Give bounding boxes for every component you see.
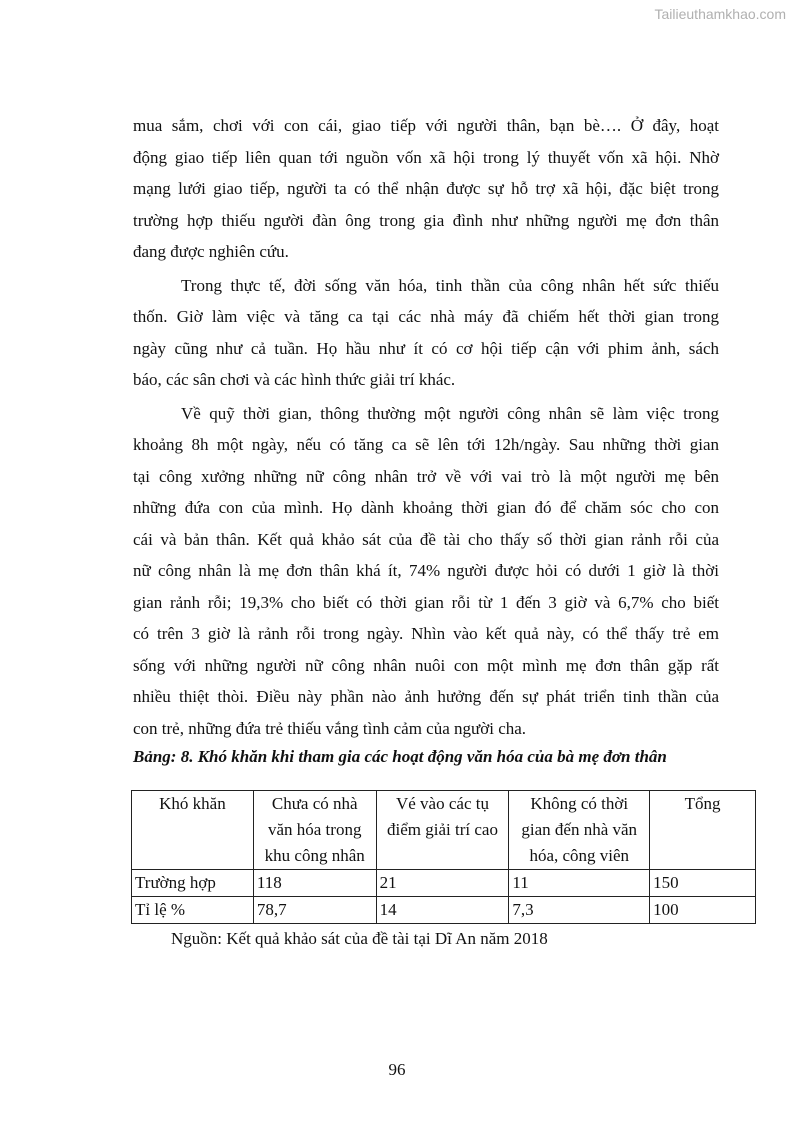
- table-header-row: [132, 791, 756, 870]
- header-line: hóa, công viên: [529, 846, 630, 865]
- text-line: sống với những người nữ công nhân nuôi con một mình mẹ đơn thân gặp rất: [133, 655, 719, 675]
- text-line: thốn. Giờ làm việc và tăng ca tại các nhà máy đã chiếm hết thời gian trong: [133, 307, 719, 326]
- table-cell: 150: [650, 870, 756, 897]
- table-header-cell: [253, 791, 376, 870]
- table-cell: Tỉ lệ %: [132, 897, 254, 924]
- text-line: mạng lưới giao tiếp, người ta có thể nhận được sự hỗ trợ xã hội, đặc biệt trong: [133, 179, 719, 198]
- page-number: 96: [388, 1060, 406, 1079]
- header-line: Chưa có nhà: [271, 794, 358, 813]
- table-cell: 100: [650, 897, 756, 924]
- paragraph-2: [133, 270, 719, 396]
- paragraph-1: [133, 110, 719, 268]
- table-row: [132, 870, 756, 897]
- text-line: có trên 3 giờ là rảnh rỗi trong ngày. Nhìn vào kết quả này, có thể thấy trẻ em: [133, 624, 719, 643]
- table-cell: 14: [376, 897, 509, 924]
- text-line: Trong thực tế, đời sống văn hóa, tinh thần của công nhân hết sức thiếu: [181, 275, 719, 295]
- text-line: cái và bản thân. Kết quả khảo sát của đề tài cho thấy số thời gian rảnh rỗi của: [133, 529, 719, 549]
- text-line: tại công xưởng những nữ công nhân trở về với vai trò là một người mẹ bên: [133, 466, 719, 486]
- header-line: gian đến nhà văn: [521, 820, 638, 839]
- table-cell: 11: [509, 870, 650, 897]
- table-cell: 78,7: [253, 897, 376, 924]
- text-line: Về quỹ thời gian, thông thường một người công nhân sẽ làm việc trong: [181, 403, 719, 423]
- source-note: Nguồn: Kết quả khảo sát của đề tài tại Dĩ An năm 2018: [171, 929, 548, 948]
- paragraph-3: [133, 398, 719, 745]
- header-line: điểm giải trí cao: [387, 820, 498, 839]
- table-header-cell: [132, 791, 254, 870]
- table-cell: 7,3: [509, 897, 650, 924]
- table-header-cell: [650, 791, 756, 870]
- text-line: gian rảnh rỗi; 19,3% cho biết có thời gian rỗi từ 1 đến 3 giờ và 6,7% cho biết: [133, 592, 719, 612]
- header-line: Khó khăn: [159, 794, 226, 813]
- table-cell: Trường hợp: [132, 870, 254, 897]
- table-row: [132, 897, 756, 924]
- text-line: động giao tiếp liên quan tới nguồn vốn xã hội trong lý thuyết vốn xã hội. Nhờ: [133, 147, 719, 167]
- text-line: đang được nghiên cứu.: [133, 242, 289, 261]
- text-line: những đứa con của mình. Họ dành khoảng thời gian đó để chăm sóc cho con: [133, 498, 719, 517]
- header-line: Tổng: [684, 794, 721, 813]
- text-line: con trẻ, những đứa trẻ thiếu vắng tình cảm của người cha.: [133, 718, 527, 738]
- table-caption: Bảng: 8. Khó khăn khi tham gia các hoạt động văn hóa của bà mẹ đơn thân: [133, 747, 667, 766]
- text-line: báo, các sân chơi và các hình thức giải trí khác.: [133, 370, 456, 389]
- header-line: khu công nhân: [264, 846, 365, 865]
- body-text: [133, 110, 719, 768]
- text-line: trường hợp thiếu người đàn ông trong gia đình như những người mẹ đơn thân: [133, 210, 719, 230]
- header-line: Không có thời: [530, 794, 629, 813]
- text-line: nữ công nhân là mẹ đơn thân khá ít, 74% người được hỏi có dưới 1 giờ là thời: [133, 561, 719, 580]
- text-line: nhiều thiệt thòi. Điều này phần nào ảnh hưởng đến sự phát triển tinh thần của: [133, 687, 719, 706]
- table-header-cell: [509, 791, 650, 870]
- watermark: Tailieuthamkhao.com: [654, 6, 786, 22]
- text-line: ngày cũng như cả tuần. Họ hầu như ít có cơ hội tiếp cận với phim ảnh, sách: [133, 338, 719, 358]
- header-line: văn hóa trong: [267, 820, 362, 839]
- table-cell: 118: [253, 870, 376, 897]
- data-table: [131, 790, 756, 924]
- text-line: mua sắm, chơi với con cái, giao tiếp với người thân, bạn bè…. Ở đây, hoạt: [133, 116, 719, 135]
- table-header-cell: [376, 791, 509, 870]
- table-cell: 21: [376, 870, 509, 897]
- text-line: khoảng 8h một ngày, nếu có tăng ca sẽ lên tới 12h/ngày. Sau những thời gian: [133, 435, 719, 454]
- header-line: Vé vào các tụ: [395, 794, 489, 813]
